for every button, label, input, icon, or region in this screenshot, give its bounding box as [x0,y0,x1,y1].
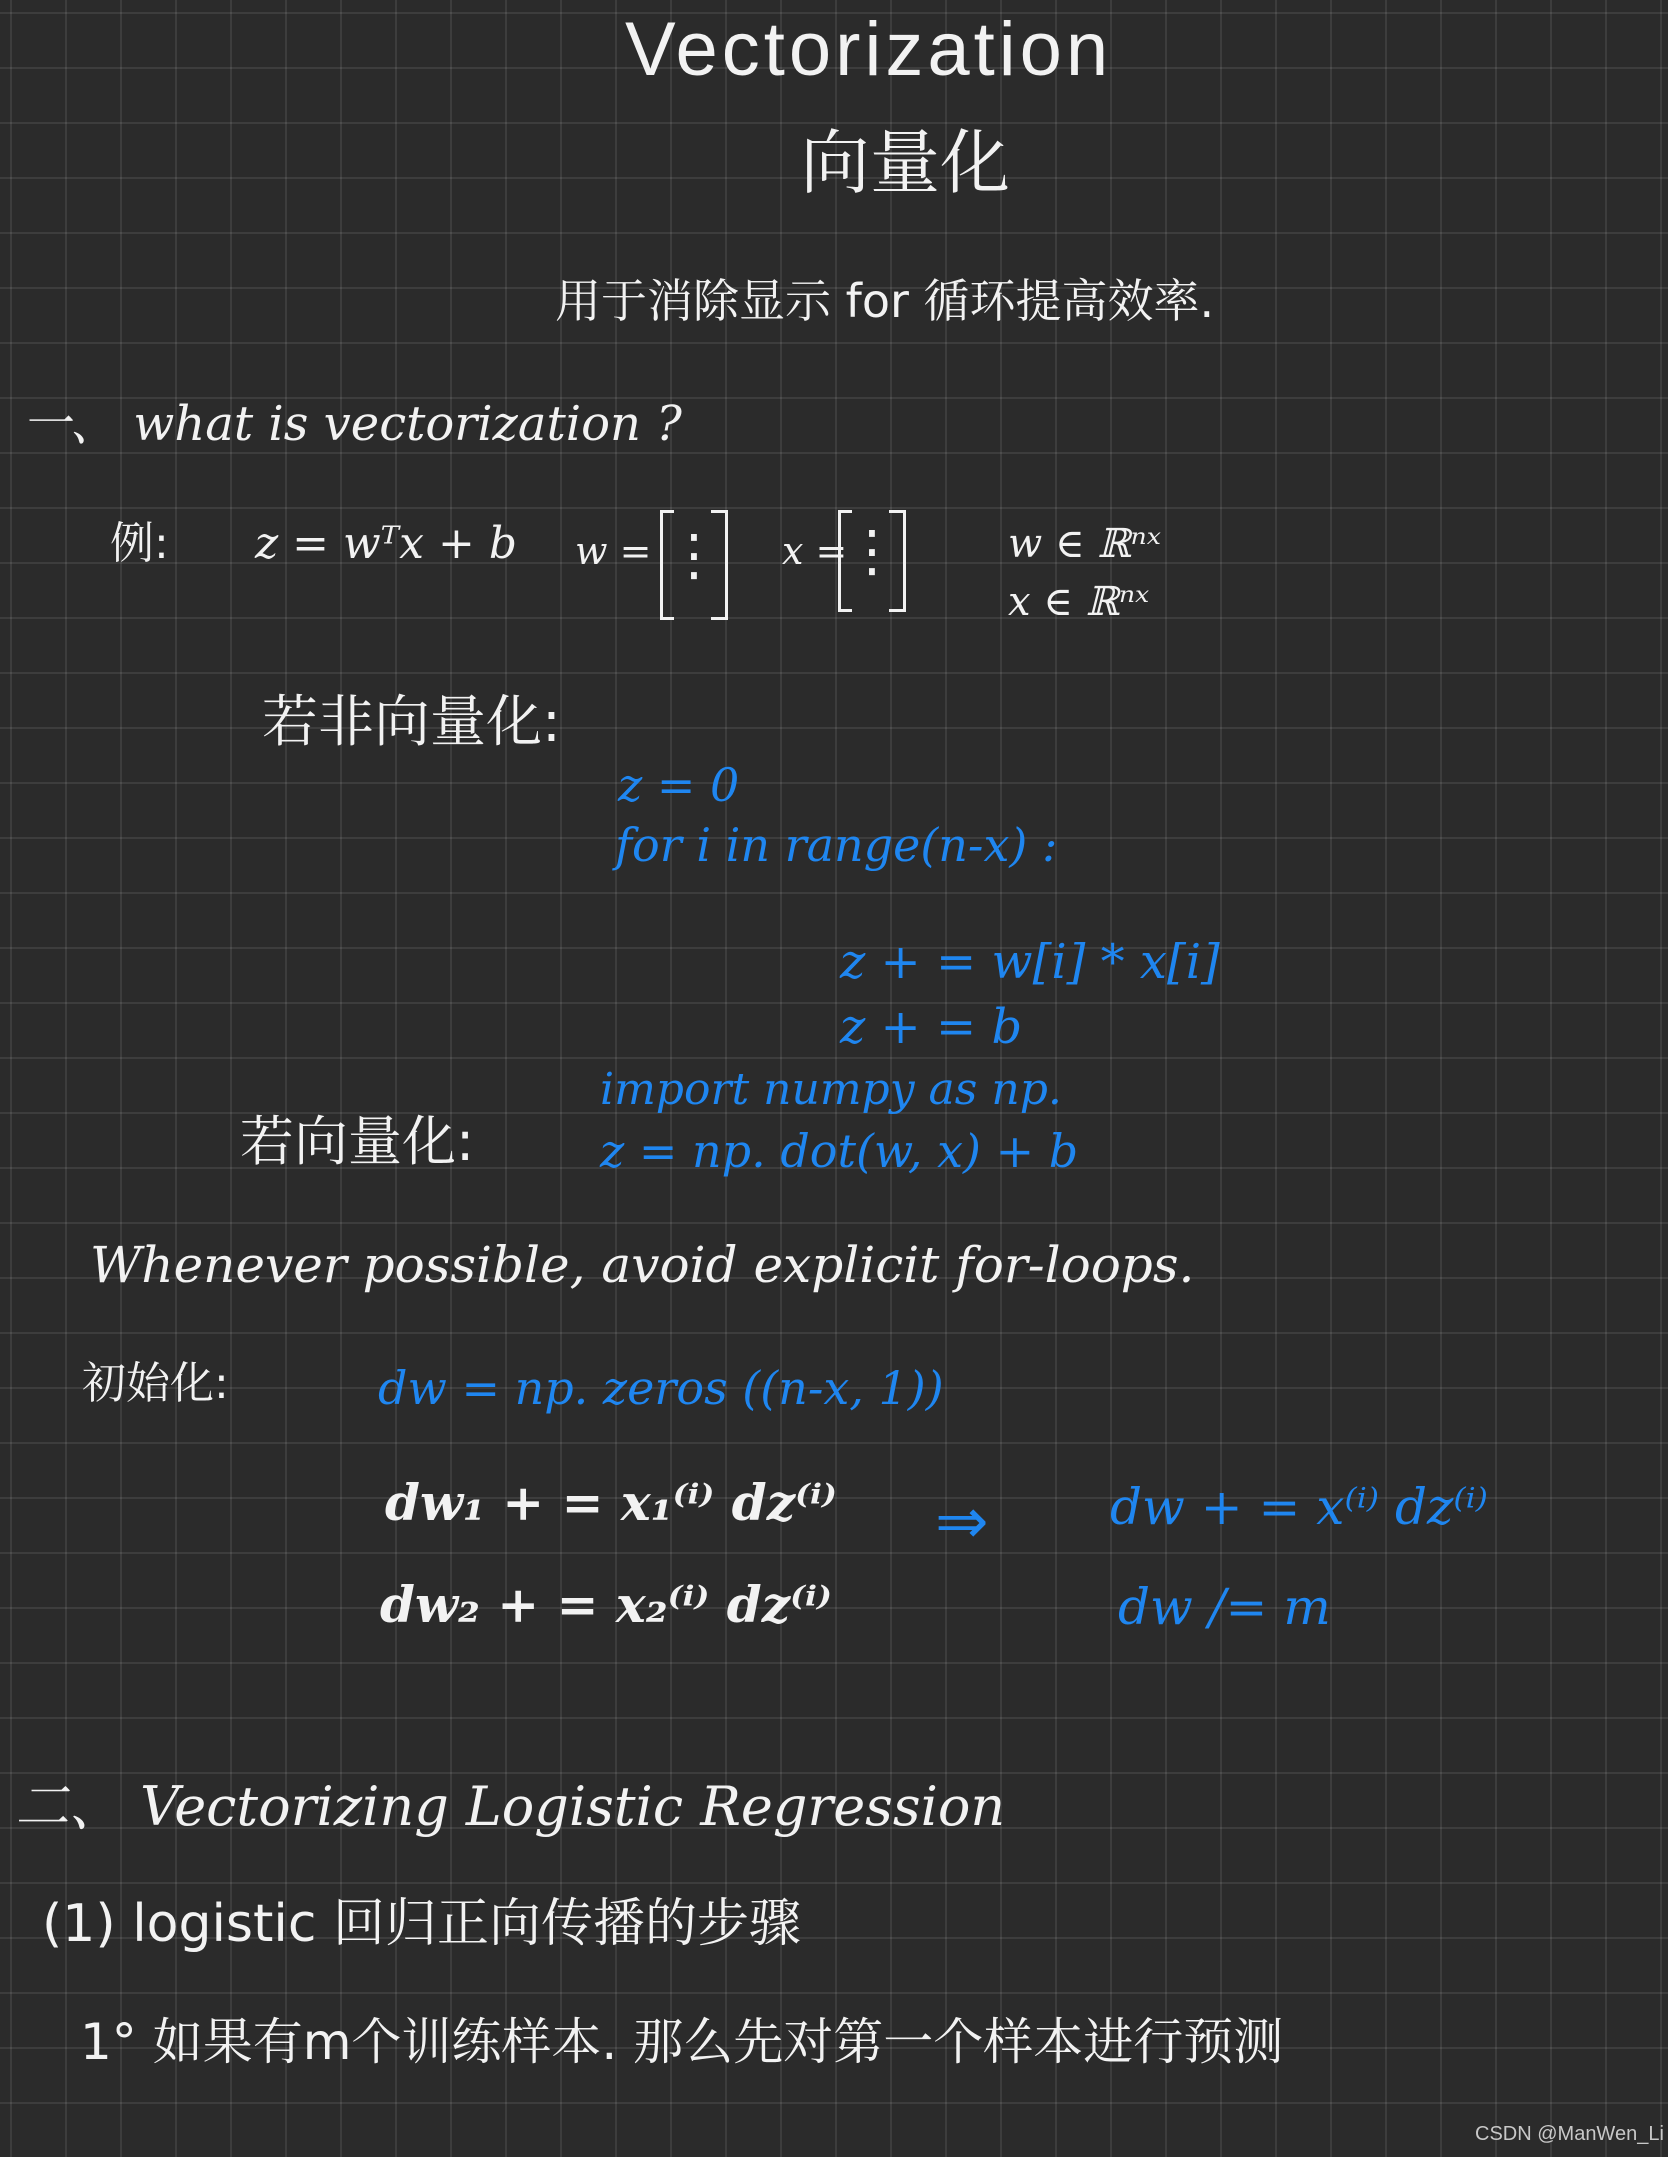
init-code: dw = np. zeros ((n-x, 1)) [378,1361,944,1415]
vectorized-label: 若向量化: [240,1110,475,1173]
section1-heading: 一、 what is vectorization ? [22,396,682,452]
dw1-update: dw₁ + = x₁⁽ⁱ⁾ dz⁽ⁱ⁾ [385,1473,837,1532]
code-line-add-bias: z + = b [840,999,1023,1055]
section2-subheading: (1) logistic 回归正向传播的步骤 [42,1894,801,1954]
x-vector-label: x = [782,529,848,573]
w-vector-dots: ⋮ [666,523,722,588]
section2-heading: 二、 Vectorizing Logistic Regression [15,1775,1006,1838]
x-vector-dots: ⋮ [844,519,900,584]
implies-arrow-icon: ⇒ [935,1485,989,1559]
code-line-accumulate: z + = w[i] * x[i] [840,934,1220,990]
code-line-import: import numpy as np. [600,1064,1062,1115]
non-vectorized-label: 若非向量化: [262,690,561,755]
dw2-update: dw₂ + = x₂⁽ⁱ⁾ dz⁽ⁱ⁾ [380,1575,832,1634]
principle-statement: Whenever possible, avoid explicit for-loops. [90,1236,1195,1294]
code-line-for-loop: for i in range(n-x) : [615,818,1058,872]
page-title-chinese: 向量化 [800,122,1010,204]
linear-equation: z = wᵀx + b [255,518,517,569]
code-line-z-init: z = 0 [618,758,740,812]
section2-step1: 1° 如果有m个训练样本. 那么先对第一个样本进行预测 [80,2013,1284,2071]
watermark: CSDN @ManWen_Li [1475,2123,1664,2145]
x-domain: x ∈ ℝⁿˣ [1008,579,1150,625]
init-label: 初始化: [82,1358,229,1409]
page-subtitle: 用于消除显示 for 循环提高效率. [555,274,1215,328]
w-vector-label: w = [575,529,652,573]
w-column-vector [660,510,728,620]
dw-vectorized-update: dw + = x⁽ⁱ⁾ dz⁽ⁱ⁾ [1110,1478,1488,1536]
page-title: Vectorization [625,7,1113,92]
code-line-np-dot: z = np. dot(w, x) + b [600,1124,1079,1178]
example-label: 例: [110,518,169,569]
w-domain: w ∈ ℝⁿˣ [1008,521,1161,567]
x-column-vector [838,510,906,612]
dw-divide: dw /= m [1118,1578,1331,1636]
